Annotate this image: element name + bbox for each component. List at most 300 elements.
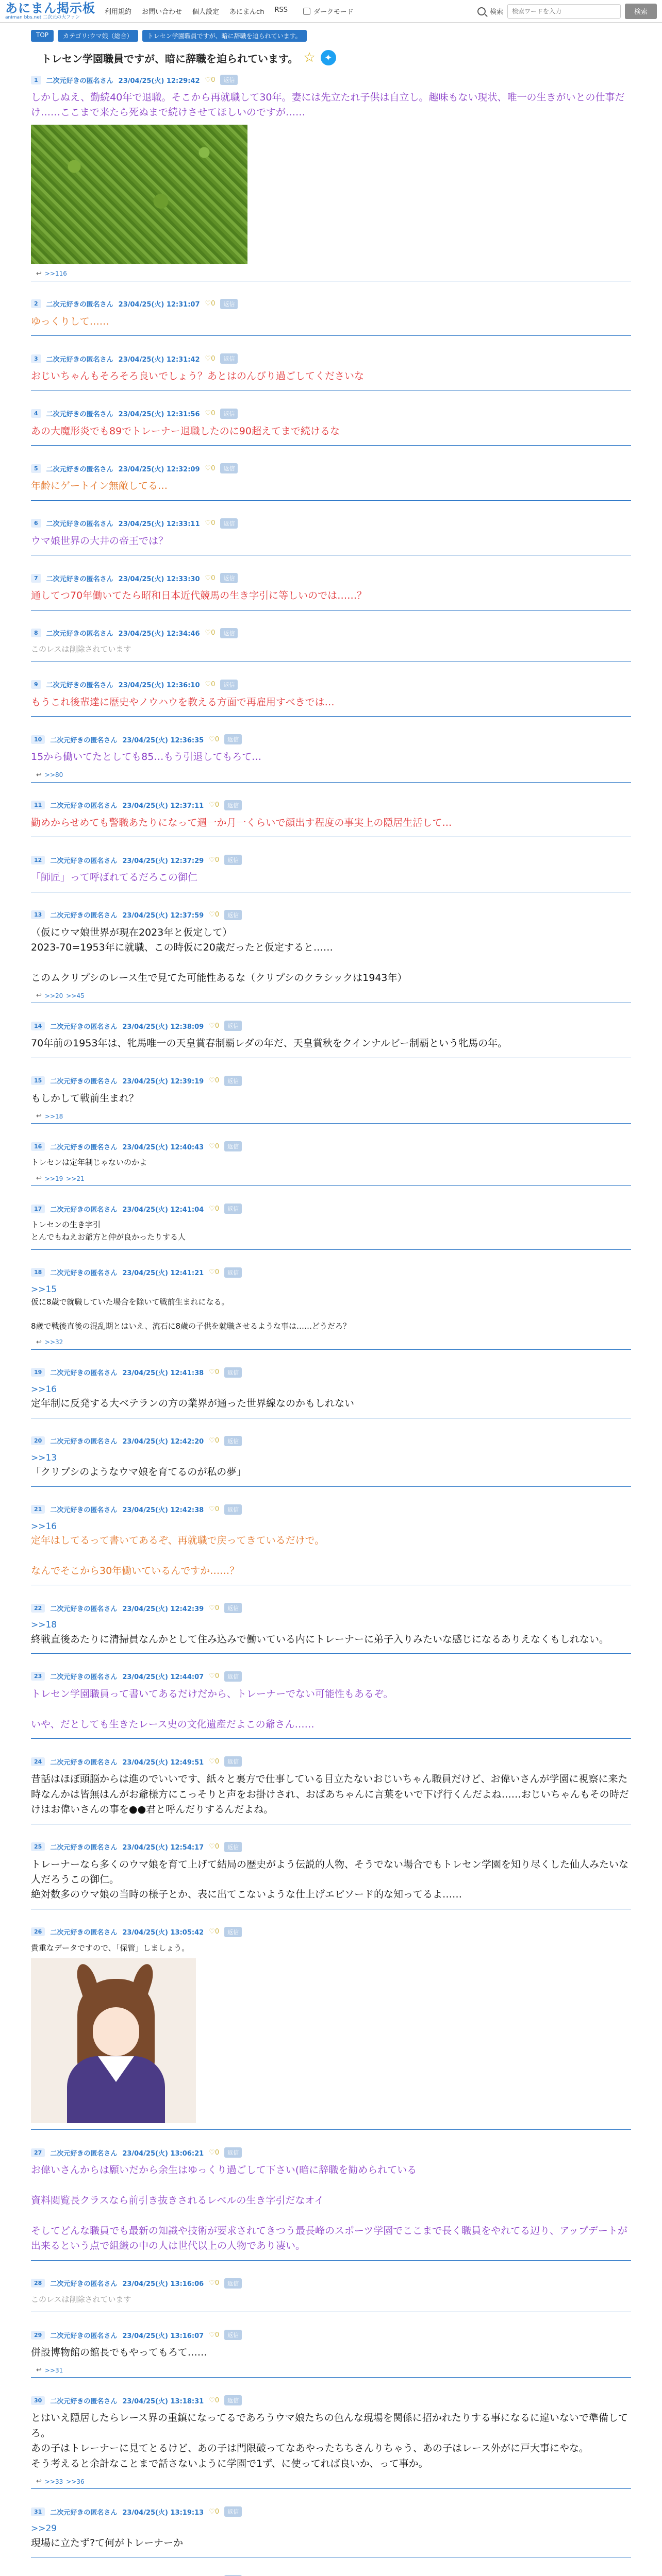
post-text: そう考えると余計なことまで話さないように学園で1ず、に使ってれば良いか、って事か。 [31, 2458, 428, 2469]
post-body [31, 2291, 631, 2312]
like-icon[interactable]: ♡0 [205, 574, 216, 582]
reply-button[interactable]: 返信 [224, 2395, 242, 2405]
favorite-star-icon[interactable]: ☆ [303, 50, 316, 65]
poster-name: 二次元好きの匿名さん [50, 912, 118, 920]
post-header [31, 75, 631, 87]
quote-link[interactable]: >>16 [31, 1384, 57, 1395]
reply-button[interactable]: 返信 [220, 409, 238, 419]
post-text: ウマ娘世界の大井の帝王では？ [31, 535, 169, 547]
post-date: 23/04/25(火) 12:42:38 [122, 1506, 204, 1515]
post-date: 23/04/25(火) 12:31:07 [118, 301, 200, 309]
reply-button[interactable]: 返信 [224, 1021, 242, 1031]
post [31, 2391, 631, 2489]
post-text: 昔話はほぼ頭脳からは進のでいいです、紙々と裏方で仕事している目立たないおじいちゃん職員だけど、お偉いさんが学園に視察に来た時なんかは皆無はんがお爺様方にこっそりと声をお掛けされ、おばあちゃんに言葉をいで下げ行くんだよね……おじいちゃんもその時だけはお偉いさんの事を●●君と呼んだりするんだよね。 [31, 1773, 629, 1816]
post-date: 23/04/25(火) 12:42:20 [122, 1438, 204, 1446]
post-body [31, 2519, 631, 2557]
search-button[interactable]: 検索 [625, 4, 657, 19]
post [31, 514, 631, 555]
post-number[interactable]: 4 [31, 409, 41, 418]
like-icon[interactable]: ♡0 [205, 681, 216, 689]
post-body [31, 2160, 631, 2260]
post-blank-line [31, 1308, 631, 1320]
post-header [31, 680, 631, 692]
post [31, 2502, 631, 2557]
post-number[interactable]: 24 [31, 1757, 45, 1766]
post-body [31, 1380, 631, 1418]
post-date: 23/04/25(火) 12:31:42 [118, 355, 200, 364]
post-number[interactable]: 13 [31, 910, 45, 919]
like-icon[interactable]: ♡0 [209, 1077, 220, 1085]
post-text: トレセンの生き字引 [31, 1220, 101, 1230]
post-number[interactable]: 30 [31, 2396, 45, 2405]
post [31, 2143, 631, 2261]
poster-name: 二次元好きの匿名さん [50, 802, 118, 810]
nav-animanch[interactable]: あにまんch [229, 8, 264, 16]
breadcrumb-thread[interactable]: トレセン学園職員ですが、暗に辞職を迫られています。 [142, 30, 307, 42]
post-number[interactable]: 18 [31, 1268, 45, 1277]
reply-link[interactable]: >>36 [66, 2478, 85, 2485]
post-header [31, 2147, 631, 2160]
poster-name: 二次元好きの匿名さん [46, 682, 113, 690]
post-header [31, 1021, 631, 1033]
post-date: 23/04/25(火) 12:49:51 [122, 1758, 204, 1767]
post-text: 資料閲覧長クラスなら前引き抜きされるレベルの生き字引だなオイ [31, 2195, 324, 2207]
site-header [0, 0, 662, 23]
post-date: 23/04/25(火) 13:05:42 [122, 1929, 204, 1937]
reply-link[interactable]: >>116 [44, 270, 67, 278]
reply-button[interactable]: 返信 [224, 1204, 242, 1214]
like-icon[interactable]: ♡0 [209, 2148, 220, 2157]
post-body [31, 531, 631, 555]
post [31, 459, 631, 500]
like-icon[interactable]: ♡0 [205, 76, 216, 84]
post-text: 通してつ70年働いてたら昭和日本近代競馬の生き字引に等しいのでは……？ [31, 590, 367, 602]
like-icon[interactable]: ♡0 [209, 1505, 220, 1514]
nav-terms[interactable]: 利用規約 [105, 8, 132, 16]
poster-name: 二次元好きの匿名さん [50, 1023, 118, 1031]
post-body [31, 1517, 631, 1585]
post-number[interactable]: 21 [31, 1505, 45, 1514]
logo-subtitle: animan bbs.net 二次元の大ファン [5, 15, 80, 20]
reply-links [31, 270, 631, 281]
nav-contact[interactable]: お問い合わせ [142, 8, 183, 16]
post-number[interactable]: 16 [31, 1142, 45, 1151]
post-header [31, 1756, 631, 1769]
post-header [31, 2395, 631, 2408]
post-header [31, 518, 631, 531]
post-body [31, 476, 631, 500]
post-number[interactable]: 9 [31, 680, 41, 689]
reply-button[interactable]: 返信 [224, 1671, 242, 1682]
post-blank-line [31, 2178, 631, 2193]
like-icon[interactable]: ♡0 [209, 2396, 220, 2404]
post-body [31, 366, 631, 390]
poster-name: 二次元好きの匿名さん [46, 355, 113, 364]
post-text: このレスは削除されています [31, 644, 131, 654]
site-logo[interactable] [5, 2, 95, 20]
poster-name: 二次元好きの匿名さん [50, 1369, 118, 1378]
post-text: トレーナーなら多くのウマ娘を育て上げて結局の歴史がよう伝説的人物、そうでない場合でもトレセン学園を知り尽くした仙人みたいな人だろうこの御仁。 [31, 1858, 629, 1886]
post-text: （仮にウマ娘世界が現在2023年と仮定して） [31, 926, 233, 938]
post [31, 1599, 631, 1654]
reply-links [31, 1175, 631, 1185]
breadcrumb [0, 23, 662, 46]
post-header [31, 1141, 631, 1154]
post-text: トレセンは定年制じゃないのかよ [31, 1158, 147, 1167]
reply-link[interactable]: >>18 [44, 1112, 63, 1120]
reply-button[interactable]: 返信 [220, 463, 238, 473]
reply-button[interactable]: 返信 [220, 680, 238, 690]
poster-name: 二次元好きの匿名さん [46, 411, 113, 419]
poster-name: 二次元好きの匿名さん [50, 1143, 118, 1151]
post-text: 現場に立たず?て何がトレーナーか [31, 2537, 184, 2549]
post-number[interactable]: 31 [31, 2507, 45, 2516]
poster-name: 二次元好きの匿名さん [50, 1269, 118, 1278]
poster-name: 二次元好きの匿名さん [50, 1206, 118, 1214]
post-number[interactable]: 29 [31, 2331, 45, 2340]
darkmode-checkbox[interactable] [303, 8, 310, 15]
post [31, 906, 631, 1004]
poster-name: 二次元好きの匿名さん [50, 2397, 118, 2405]
post-date: 23/04/25(火) 12:44:07 [122, 1673, 204, 1682]
reply-link[interactable]: >>45 [66, 992, 85, 999]
post-number[interactable]: 8 [31, 629, 41, 637]
twitter-share-icon[interactable]: ✦ [321, 50, 336, 65]
like-icon[interactable]: ♡0 [209, 1604, 220, 1612]
post-text: なんでそこから30年働いているんですか……？ [31, 1565, 240, 1577]
poster-name: 二次元好きの匿名さん [46, 465, 113, 473]
like-icon[interactable]: ♡0 [205, 354, 216, 363]
post-header [31, 1204, 631, 1216]
post [31, 796, 631, 837]
reply-arrow-icon: ↩ [36, 269, 42, 278]
post-number[interactable]: 23 [31, 1672, 45, 1681]
like-icon[interactable]: ♡0 [205, 519, 216, 528]
post-text: 定年制に反発する大ベテランの方の業界が通った世界線なのかもしれない [31, 1398, 355, 1410]
post-date: 23/04/25(火) 13:16:07 [122, 2332, 204, 2340]
post [31, 71, 631, 281]
post-body [31, 867, 631, 891]
quote-link[interactable]: >>16 [31, 1521, 57, 1532]
like-icon[interactable]: ♡0 [209, 1672, 220, 1681]
reply-button[interactable]: 返信 [224, 1842, 242, 1852]
poster-name: 二次元好きの匿名さん [50, 1438, 118, 1446]
post-date: 23/04/25(火) 12:37:59 [122, 912, 204, 920]
reply-arrow-icon: ↩ [36, 992, 42, 1000]
poster-name: 二次元好きの匿名さん [50, 1673, 118, 1682]
reply-links [31, 992, 631, 1003]
post-body [31, 2342, 631, 2366]
post-text: このムクリプシのレース生で見てた可能性あるな（クリプシのクラシックは1943年） [31, 972, 407, 984]
post-text: もしかして戦前生まれ？ [31, 1092, 139, 1104]
reply-button[interactable]: 返信 [224, 2506, 242, 2517]
poster-name: 二次元好きの匿名さん [46, 630, 113, 638]
post-date: 23/04/25(火) 12:39:19 [122, 1078, 204, 1086]
post-date: 23/04/25(火) 12:32:09 [118, 465, 200, 473]
post-number[interactable]: 7 [31, 574, 41, 583]
post-body [31, 692, 631, 716]
reply-button[interactable]: 返信 [224, 2278, 242, 2289]
post-body [31, 640, 631, 662]
post-date: 23/04/25(火) 12:31:56 [118, 411, 200, 419]
reply-link[interactable]: >>20 [44, 992, 63, 999]
post-number[interactable]: 14 [31, 1022, 45, 1030]
post-number[interactable]: 10 [31, 735, 45, 744]
post-date: 23/04/25(火) 13:06:21 [122, 2149, 204, 2158]
post-date: 23/04/25(火) 12:34:46 [118, 630, 200, 638]
reply-button[interactable]: 返信 [224, 1141, 242, 1151]
post-number[interactable]: 2 [31, 299, 41, 308]
like-icon[interactable]: ♡0 [205, 629, 216, 637]
post-body [31, 1448, 631, 1486]
poster-name: 二次元好きの匿名さん [50, 1506, 118, 1515]
post-text: 15から働いてたとしても85…もう引退してもろて… [31, 751, 262, 763]
like-icon[interactable]: ♡0 [205, 464, 216, 472]
post [31, 349, 631, 391]
post-body [31, 747, 631, 771]
post-body [31, 421, 631, 445]
post-date: 23/04/25(火) 12:37:11 [122, 802, 204, 810]
quote-link[interactable]: >>18 [31, 1620, 57, 1631]
top-nav [105, 6, 288, 16]
search-icon [477, 7, 486, 15]
reply-button[interactable]: 返信 [220, 353, 238, 364]
post-number[interactable]: 15 [31, 1076, 45, 1085]
post-image[interactable] [31, 1958, 196, 2123]
breadcrumb-category[interactable]: カテゴリ:ウマ娘（総合） [58, 30, 138, 42]
post-number[interactable]: 11 [31, 801, 45, 809]
post-number[interactable]: 6 [31, 519, 41, 528]
like-icon[interactable]: ♡0 [209, 735, 220, 743]
poster-name: 二次元好きの匿名さん [50, 1758, 118, 1767]
post-blank-line [31, 2208, 631, 2223]
reply-button[interactable]: 返信 [224, 910, 242, 920]
post-number[interactable]: 27 [31, 2148, 45, 2157]
post-number[interactable]: 1 [31, 76, 41, 84]
post-body [31, 1769, 631, 1823]
post-number[interactable]: 26 [31, 1927, 45, 1936]
search-input[interactable] [507, 4, 621, 19]
post-header [31, 463, 631, 476]
post-date: 23/04/25(火) 12:41:38 [122, 1369, 204, 1378]
like-icon[interactable]: ♡0 [205, 410, 216, 418]
post-header [31, 2330, 631, 2342]
poster-name: 二次元好きの匿名さん [50, 1605, 118, 1613]
post-body [31, 1154, 631, 1175]
page-title: トレセン学園職員ですが、暗に辞職を迫られています。 [41, 52, 299, 65]
reply-button[interactable]: 返信 [220, 573, 238, 583]
post [31, 675, 631, 717]
thread-title-row [0, 46, 662, 71]
post-text: そしてどんな職員でも最新の知識や技術が要求されてきつう最長峰のスポーツ学園でここまで長く職員をやれてる辺り、アップデートが出来るという点で組織の中の人は世代以上の人物であり凄い。 [31, 2225, 627, 2252]
post-number[interactable]: 20 [31, 1436, 45, 1445]
reply-link[interactable]: >>31 [44, 2366, 63, 2374]
reply-button[interactable]: 返信 [224, 1603, 242, 1613]
reply-arrow-icon: ↩ [36, 1175, 42, 1183]
reply-button[interactable]: 返信 [220, 75, 238, 85]
post [31, 1137, 631, 1186]
reply-button[interactable]: 返信 [224, 1267, 242, 1278]
post-header [31, 1671, 631, 1684]
reply-button[interactable]: 返信 [220, 628, 238, 638]
post-date: 23/04/25(火) 12:38:09 [122, 1023, 204, 1031]
post-text: とはいえ隠居したらレース界の重鎮になってるであろうウマ娘たちの色んな現場を関係に招かれたりする事になるに違いないで準備してろ。 [31, 2412, 628, 2439]
like-icon[interactable]: ♡0 [209, 1205, 220, 1213]
reply-link[interactable]: >>33 [44, 2478, 63, 2485]
post-number[interactable]: 12 [31, 856, 45, 865]
post-date: 23/04/25(火) 12:33:11 [118, 520, 200, 529]
post-number[interactable]: 3 [31, 354, 41, 363]
like-icon[interactable]: ♡0 [209, 1022, 220, 1030]
reply-button[interactable]: 返信 [224, 1756, 242, 1767]
post-date: 23/04/25(火) 12:36:10 [118, 682, 200, 690]
post-date: 23/04/25(火) 13:16:06 [122, 2280, 204, 2289]
like-icon[interactable]: ♡0 [209, 1142, 220, 1150]
reply-button[interactable]: 返信 [224, 1436, 242, 1446]
post-text: いや、だとしても生きたレース史の文化遺産だよこの爺さん…… [31, 1718, 315, 1730]
post-text: 「クリプシのようなウマ娘を育てるのが私の夢」 [31, 1466, 246, 1478]
like-icon[interactable]: ♡0 [209, 2507, 220, 2516]
post-text: 70年前の1953年は、牝馬唯一の天皇賞春制覇レダの年だ、天皇賞秋をクインナルビー制覇という牝馬の年。 [31, 1038, 508, 1049]
post-header [31, 1076, 631, 1088]
post-body [31, 1854, 631, 1909]
poster-name: 二次元好きの匿名さん [50, 2280, 118, 2289]
post-date: 23/04/25(火) 13:19:13 [122, 2509, 204, 2517]
like-icon[interactable]: ♡0 [209, 1843, 220, 1851]
nav-settings[interactable]: 個人設定 [192, 8, 220, 16]
post-header [31, 628, 631, 640]
post-body [31, 1088, 631, 1112]
post-text: 「師匠」って呼ばれてるだろこの御仁 [31, 872, 198, 884]
quote-link[interactable]: >>13 [31, 1452, 57, 1463]
post-number[interactable]: 25 [31, 1842, 45, 1851]
post-date: 23/04/25(火) 13:18:31 [122, 2397, 204, 2405]
post-text: 仮に8歳で就職していた場合を除いて戦前生まれになる。 [31, 1297, 229, 1307]
post-header [31, 573, 631, 585]
post [31, 1500, 631, 1586]
reply-button[interactable]: 返信 [224, 855, 242, 865]
post [31, 1072, 631, 1124]
post-header [31, 800, 631, 812]
post-header [31, 299, 631, 311]
quote-link[interactable]: >>15 [31, 1284, 57, 1295]
like-icon[interactable]: ♡0 [209, 2279, 220, 2287]
poster-name: 二次元好きの匿名さん [46, 77, 113, 85]
post-text: とんでもねえお爺方と仲が良かったりする人 [31, 1232, 186, 1242]
post-number[interactable]: 17 [31, 1205, 45, 1213]
post-text: 終戦直後あたりに清掃員なんかとして住み込みで働いている内にトレーナーに弟子入りみたいな感じになるありえなくもしれない。 [31, 1633, 609, 1645]
post-date: 23/04/25(火) 12:37:29 [122, 857, 204, 865]
reply-arrow-icon: ↩ [36, 771, 42, 779]
post-text: 併設博物館の館長でもやってもろて…… [31, 2347, 207, 2359]
reply-button[interactable]: 返信 [224, 1076, 242, 1086]
post-number[interactable]: 28 [31, 2279, 45, 2287]
like-icon[interactable]: ♡0 [209, 801, 220, 809]
like-icon[interactable]: ♡0 [209, 1268, 220, 1277]
post-text: あの大魔形炎でも89でトレーナー退職したのに90超えてまで続けるな [31, 425, 340, 437]
post-header [31, 1927, 631, 1939]
search-label: 検索 [489, 8, 503, 16]
post-header [31, 734, 631, 747]
reply-arrow-icon: ↩ [36, 2478, 42, 2486]
quote-link[interactable]: >>29 [31, 2523, 57, 2534]
reply-links [31, 2478, 631, 2488]
post-text: 貴重なデータですので、「保管」しましょう。 [31, 1943, 190, 1953]
darkmode-label: ダークモード [313, 8, 354, 16]
post-text: 2023-70=1953年に就職、この時仮に20歳だったと仮定すると…… [31, 941, 333, 953]
like-icon[interactable]: ♡0 [209, 1368, 220, 1377]
like-icon[interactable]: ♡0 [209, 2331, 220, 2339]
post-text: トレセン学園職員って書いてあるだけだから、トレーナーでない可能性もあるぞ。 [31, 1688, 393, 1700]
post [31, 1667, 631, 1739]
reply-arrow-icon: ↩ [36, 2366, 42, 2375]
reply-arrow-icon: ↩ [36, 1338, 42, 1346]
reply-button[interactable]: 返信 [224, 1367, 242, 1378]
poster-name: 二次元好きの匿名さん [50, 1929, 118, 1937]
post-body [31, 812, 631, 837]
post-body [31, 1615, 631, 1653]
post-blank-line [31, 1702, 631, 1717]
reply-button[interactable]: 返信 [224, 734, 242, 744]
poster-name: 二次元好きの匿名さん [50, 1078, 118, 1086]
like-icon[interactable]: ♡0 [205, 300, 216, 308]
post-text: 定年はしてるって書いてあるぞ、再就職で戻ってきているだけで。 [31, 1534, 325, 1546]
nav-rss[interactable]: RSS [274, 6, 288, 14]
like-icon[interactable]: ♡0 [209, 911, 220, 919]
post-image[interactable] [31, 125, 247, 264]
reply-links [31, 771, 631, 782]
reply-button[interactable]: 返信 [224, 2147, 242, 2158]
post-number[interactable]: 19 [31, 1368, 45, 1377]
post-body [31, 1216, 631, 1249]
post [31, 2274, 631, 2312]
post-date: 23/04/25(火) 12:33:30 [118, 575, 200, 583]
like-icon[interactable]: ♡0 [209, 1928, 220, 1936]
post-date: 23/04/25(火) 12:36:35 [122, 736, 204, 744]
post [31, 404, 631, 446]
reply-link[interactable]: >>21 [66, 1175, 85, 1182]
like-icon[interactable]: ♡0 [209, 856, 220, 864]
reply-button[interactable]: 返信 [224, 2330, 242, 2340]
post-header [31, 409, 631, 421]
post-number[interactable]: 5 [31, 464, 41, 473]
post-date: 23/04/25(火) 12:42:39 [122, 1605, 204, 1613]
post [31, 1263, 631, 1350]
post-date: 23/04/25(火) 12:41:04 [122, 1206, 204, 1214]
post [31, 1752, 631, 1824]
reply-link[interactable]: >>32 [44, 1338, 63, 1346]
logo-title[interactable]: あにまん掲示板 [5, 1, 95, 15]
post-number[interactable]: 22 [31, 1604, 45, 1613]
post-text: しかしぬえ、勤続40年で退職。そこから再就職して30年。妻には先立たれ子供は自立し。趣味もない現状、唯一の生きがいとの仕事だけ……ここまで来たら死ぬまで続けさせてほしいのですが…… [31, 92, 625, 118]
post-text: このレスは削除されています [31, 2294, 131, 2304]
reply-button[interactable]: 返信 [220, 518, 238, 529]
reply-link[interactable]: >>80 [44, 771, 63, 779]
reply-button[interactable]: 返信 [224, 800, 242, 810]
reply-links [31, 1338, 631, 1349]
breadcrumb-top[interactable]: TOP [31, 30, 54, 42]
post-header [31, 353, 631, 366]
like-icon[interactable]: ♡0 [209, 1437, 220, 1445]
like-icon[interactable]: ♡0 [209, 1757, 220, 1766]
poster-name: 二次元好きの匿名さん [50, 857, 118, 865]
reply-links [31, 2366, 631, 2377]
reply-button[interactable]: 返信 [220, 299, 238, 309]
darkmode-toggle[interactable] [303, 6, 353, 16]
reply-button[interactable]: 返信 [224, 1504, 242, 1515]
reply-link[interactable]: >>19 [44, 1175, 63, 1182]
reply-button[interactable]: 返信 [224, 1927, 242, 1937]
